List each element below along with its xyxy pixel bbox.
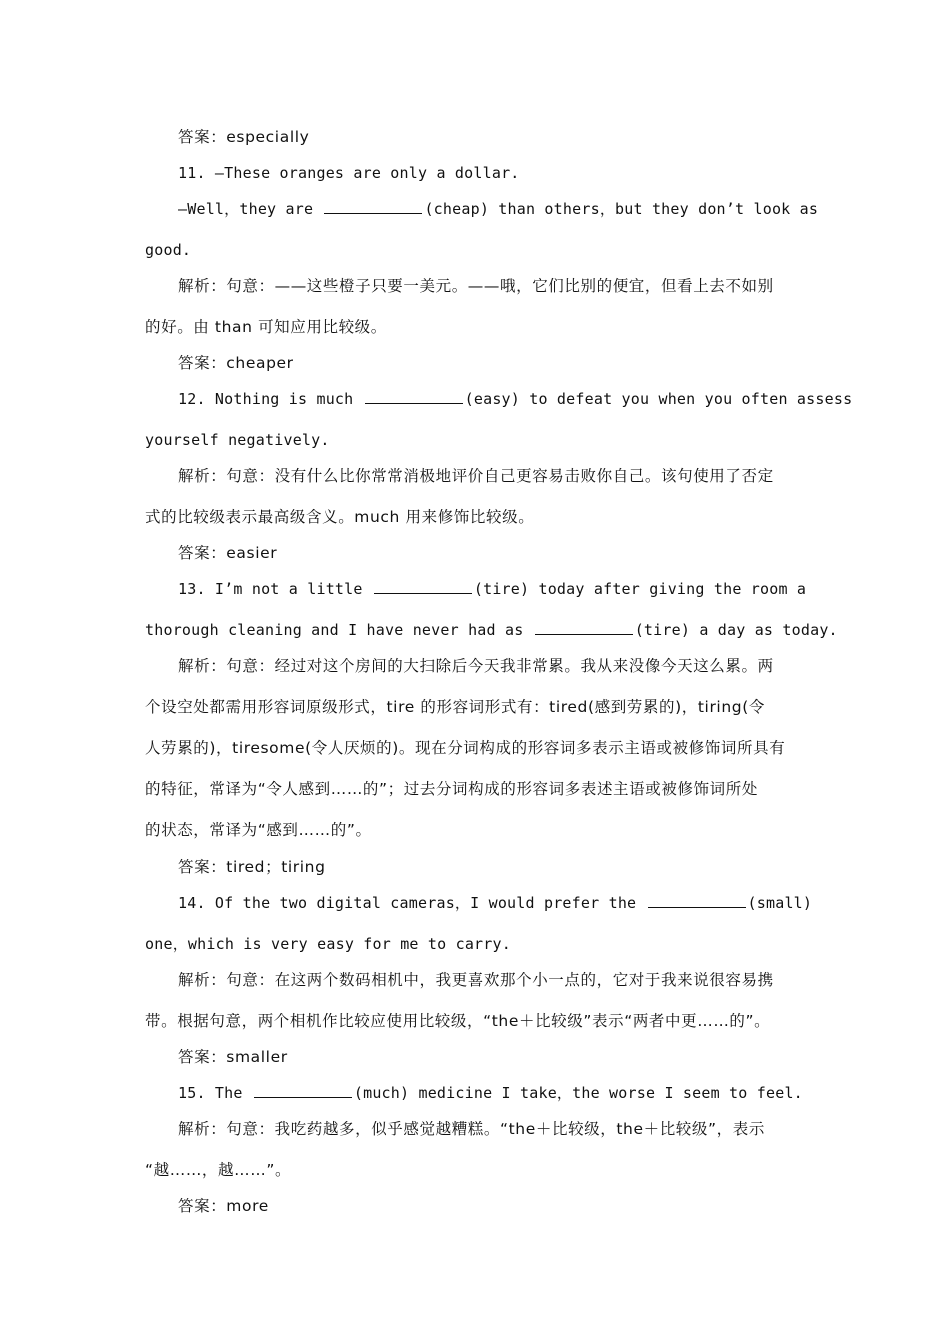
explanation-text: 解析：句意：经过对这个房间的大扫除后今天我非常累。我从来没像今天这么累。两 (178, 657, 774, 675)
question-text: thorough cleaning and I have never had as (145, 621, 533, 639)
answer-14 (178, 1047, 858, 1067)
question-text: 14. Of the two digital cameras，I would prefer the (178, 894, 646, 912)
question-text: (much) medicine I take，the worse I seem to feel. (353, 1084, 803, 1102)
answer-text: 答案：tired；tiring (178, 858, 326, 876)
explanation-text: 解析：句意：在这两个数码相机中，我更喜欢那个小一点的，它对于我来说很容易携 (178, 971, 774, 989)
answer-text: 答案：cheaper (178, 354, 294, 372)
question-15 (178, 1083, 858, 1103)
explanation-text: 人劳累的)，tiresome(令人厌烦的)。现在分词构成的形容词多表示主语或被修饰词所具有 (145, 739, 786, 757)
answer-blank (648, 893, 746, 908)
question-text: (tire) a day as today. (634, 621, 838, 639)
answer-10 (178, 127, 858, 147)
explanation-12-line-2 (145, 507, 825, 527)
question-11-line-3 (145, 240, 825, 260)
question-text: 12. Nothing is much (178, 390, 363, 408)
answer-13 (178, 857, 858, 877)
answer-blank (374, 579, 472, 594)
question-text: (easy) to defeat you when you often assess (464, 390, 853, 408)
explanation-13-line-2 (145, 697, 825, 717)
answer-blank (324, 199, 422, 214)
question-text: 15. The (178, 1084, 252, 1102)
question-text: (cheap) than others，but they don’t look as (424, 200, 819, 218)
explanation-text: 解析：句意：没有什么比你常常消极地评价自己更容易击败你自己。该句使用了否定 (178, 467, 774, 485)
question-text: good. (145, 241, 192, 259)
answer-text: 答案：smaller (178, 1048, 288, 1066)
explanation-text: 的特征，常译为“令人感到……的”；过去分词构成的形容词多表述主语或被修饰词所处 (145, 780, 758, 798)
explanation-11-line-2 (145, 317, 825, 337)
question-12-line-2 (145, 430, 825, 450)
answer-15 (178, 1196, 858, 1216)
answer-text: 答案：especially (178, 128, 310, 146)
question-13-line-2 (145, 620, 838, 640)
explanation-11-line-1 (178, 276, 858, 296)
answer-blank (365, 389, 463, 404)
explanation-text: 解析：句意：——这些橙子只要一美元。——哦，它们比别的便宜，但看上去不如别 (178, 277, 774, 295)
question-11-line-2 (178, 199, 858, 219)
explanation-13-line-1 (178, 656, 858, 676)
question-text: (tire) today after giving the room a (473, 580, 807, 598)
explanation-14-line-1 (178, 970, 858, 990)
answer-blank (254, 1083, 352, 1098)
question-text: 11. —These oranges are only a dollar. (178, 164, 520, 182)
explanation-12-line-1 (178, 466, 858, 486)
question-12-line-1 (178, 389, 858, 409)
explanation-text: 式的比较级表示最高级含义。much 用来修饰比较级。 (145, 508, 535, 526)
explanation-13-line-5 (145, 820, 825, 840)
explanation-text: 的好。由 than 可知应用比较级。 (145, 318, 387, 336)
answer-blank (535, 620, 633, 635)
explanation-text: 个设空处都需用形容词原级形式，tire 的形容词形式有：tired(感到劳累的)，tiring(令 (145, 698, 765, 716)
question-text: yourself negatively. (145, 431, 330, 449)
question-text: one，which is very easy for me to carry. (145, 935, 511, 953)
answer-12 (178, 543, 858, 563)
question-text: (small) (747, 894, 813, 912)
explanation-text: 的状态，常译为“感到……的”。 (145, 821, 372, 839)
explanation-13-line-3 (145, 738, 825, 758)
explanation-13-line-4 (145, 779, 825, 799)
answer-text: 答案：easier (178, 544, 278, 562)
explanation-text: 带。根据句意，两个相机作比较应使用比较级，“the＋比较级”表示“两者中更……的”。 (145, 1012, 771, 1030)
explanation-text: “越……，越……”。 (145, 1161, 292, 1179)
question-13-line-1 (178, 579, 858, 599)
answer-text: 答案：more (178, 1197, 269, 1215)
question-text: —Well，they are (178, 200, 323, 218)
explanation-14-line-2 (145, 1011, 825, 1031)
question-14-line-1 (178, 893, 858, 913)
explanation-15-line-1 (178, 1119, 858, 1139)
explanation-15-line-2 (145, 1160, 825, 1180)
answer-11 (178, 353, 858, 373)
question-text: 13. I’m not a little (178, 580, 372, 598)
question-14-line-2 (145, 934, 825, 954)
question-11-line-1 (178, 163, 858, 183)
explanation-text: 解析：句意：我吃药越多，似乎感觉越糟糕。“the＋比较级，the＋比较级”，表示 (178, 1120, 765, 1138)
